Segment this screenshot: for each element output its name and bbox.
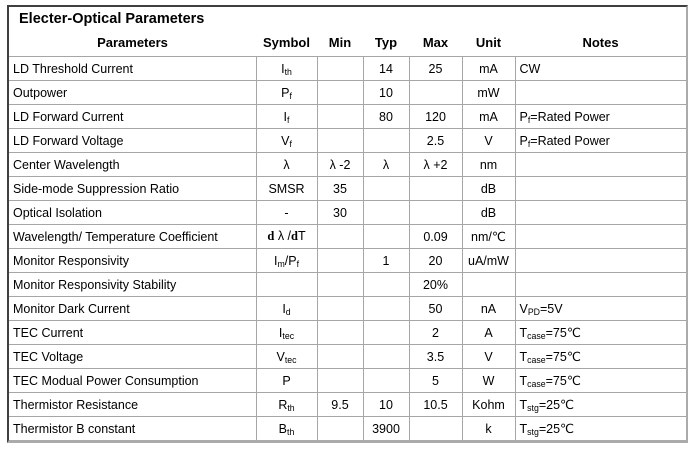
notes-cell xyxy=(515,249,686,273)
notes-cell xyxy=(515,81,686,105)
max-cell: 2 xyxy=(409,321,462,345)
notes-cell: $T_{case}=75℃$ xyxy=(515,369,686,393)
table-row xyxy=(9,393,686,417)
notes-cell: $T_{stg}=25℃$ xyxy=(515,417,686,441)
table-row xyxy=(9,201,686,225)
symbol-cell: $V_f$ xyxy=(256,129,317,153)
max-cell: 120 xyxy=(409,105,462,129)
unit-cell: A xyxy=(462,321,515,345)
typ-cell xyxy=(363,177,409,201)
param-cell: Side-mode Suppression Ratio xyxy=(9,177,256,201)
max-cell: 2.5 xyxy=(409,129,462,153)
unit-cell: dB xyxy=(462,201,515,225)
parameters-table xyxy=(9,29,686,440)
typ-cell: 3900 xyxy=(363,417,409,441)
min-cell xyxy=(317,369,363,393)
col-header-parameters: Parameters xyxy=(9,29,256,57)
table-row xyxy=(9,177,686,201)
unit-cell: nm/℃ xyxy=(462,225,515,249)
min-cell xyxy=(317,273,363,297)
min-cell: 9.5 xyxy=(317,393,363,417)
table-row xyxy=(9,57,686,81)
symbol-cell: λ xyxy=(256,153,317,177)
notes-cell: $P_f=Rated$ Power xyxy=(515,129,686,153)
table-row xyxy=(9,225,686,249)
param-cell: LD Forward Voltage xyxy=(9,129,256,153)
min-cell: 35 xyxy=(317,177,363,201)
notes-cell xyxy=(515,273,686,297)
param-cell: Optical Isolation xyxy=(9,201,256,225)
min-cell xyxy=(317,81,363,105)
table-row xyxy=(9,369,686,393)
param-cell: Wavelength/ Temperature Coefficient xyxy=(9,225,256,249)
symbol-cell xyxy=(256,273,317,297)
col-header-notes: Notes xyxy=(515,29,686,57)
spec-table-container xyxy=(7,5,688,443)
param-cell: LD Forward Current xyxy=(9,105,256,129)
symbol-cell: $I_m/P_f$ xyxy=(256,249,317,273)
table-row xyxy=(9,153,686,177)
symbol-cell: SMSR xyxy=(256,177,317,201)
min-cell xyxy=(317,417,363,441)
notes-cell xyxy=(515,153,686,177)
notes-cell: CW xyxy=(515,57,686,81)
notes-cell: $T_{case}=75℃$ xyxy=(515,321,686,345)
notes-cell: $P_f=Rated$ Power xyxy=(515,105,686,129)
typ-cell: 10 xyxy=(363,81,409,105)
max-cell: 3.5 xyxy=(409,345,462,369)
symbol-cell: d λ /dT xyxy=(256,225,317,249)
table-row xyxy=(9,129,686,153)
table-row xyxy=(9,249,686,273)
table-row xyxy=(9,105,686,129)
max-cell: 20 xyxy=(409,249,462,273)
typ-cell xyxy=(363,297,409,321)
symbol-cell: P xyxy=(256,369,317,393)
max-cell: 10.5 xyxy=(409,393,462,417)
max-cell: 25 xyxy=(409,57,462,81)
min-cell: 30 xyxy=(317,201,363,225)
param-cell: LD Threshold Current xyxy=(9,57,256,81)
unit-cell: V xyxy=(462,345,515,369)
param-cell: Monitor Responsivity xyxy=(9,249,256,273)
unit-cell: V xyxy=(462,129,515,153)
col-header-min: Min xyxy=(317,29,363,57)
typ-cell xyxy=(363,273,409,297)
symbol-cell: $I_f$ xyxy=(256,105,317,129)
min-cell xyxy=(317,225,363,249)
typ-cell xyxy=(363,369,409,393)
min-cell xyxy=(317,129,363,153)
unit-cell xyxy=(462,273,515,297)
param-cell: Thermistor Resistance xyxy=(9,393,256,417)
table-body xyxy=(9,57,686,441)
max-cell xyxy=(409,201,462,225)
symbol-cell: $I_d$ xyxy=(256,297,317,321)
param-cell: Monitor Responsivity Stability xyxy=(9,273,256,297)
notes-cell: $V_{PD}=5V$ xyxy=(515,297,686,321)
symbol-cell: $R_{th}$ xyxy=(256,393,317,417)
param-cell: Center Wavelength xyxy=(9,153,256,177)
param-cell: TEC Voltage xyxy=(9,345,256,369)
notes-cell xyxy=(515,177,686,201)
typ-cell xyxy=(363,201,409,225)
param-cell: Outpower xyxy=(9,81,256,105)
min-cell xyxy=(317,321,363,345)
table-row xyxy=(9,321,686,345)
unit-cell: mA xyxy=(462,57,515,81)
param-cell: TEC Current xyxy=(9,321,256,345)
symbol-cell: $P_f$ xyxy=(256,81,317,105)
min-cell xyxy=(317,249,363,273)
typ-cell: 10 xyxy=(363,393,409,417)
symbol-cell: $B_{th}$ xyxy=(256,417,317,441)
max-cell xyxy=(409,81,462,105)
unit-cell: uA/mW xyxy=(462,249,515,273)
unit-cell: mA xyxy=(462,105,515,129)
param-cell: Thermistor B constant xyxy=(9,417,256,441)
unit-cell: Kohm xyxy=(462,393,515,417)
max-cell: 5 xyxy=(409,369,462,393)
unit-cell: nA xyxy=(462,297,515,321)
min-cell: λ -2 xyxy=(317,153,363,177)
table-row xyxy=(9,297,686,321)
max-cell: 0.09 xyxy=(409,225,462,249)
table-row xyxy=(9,81,686,105)
unit-cell: mW xyxy=(462,81,515,105)
symbol-cell: - xyxy=(256,201,317,225)
min-cell xyxy=(317,105,363,129)
notes-cell: $T_{stg}=25℃$ xyxy=(515,393,686,417)
param-cell: Monitor Dark Current xyxy=(9,297,256,321)
col-header-max: Max xyxy=(409,29,462,57)
typ-cell xyxy=(363,129,409,153)
unit-cell: nm xyxy=(462,153,515,177)
max-cell xyxy=(409,417,462,441)
unit-cell: k xyxy=(462,417,515,441)
typ-cell: λ xyxy=(363,153,409,177)
typ-cell xyxy=(363,225,409,249)
max-cell: 20% xyxy=(409,273,462,297)
notes-cell xyxy=(515,225,686,249)
symbol-cell: $V_{tec}$ xyxy=(256,345,317,369)
typ-cell xyxy=(363,345,409,369)
max-cell: 50 xyxy=(409,297,462,321)
param-cell: TEC Modual Power Consumption xyxy=(9,369,256,393)
typ-cell: 1 xyxy=(363,249,409,273)
typ-cell xyxy=(363,321,409,345)
max-cell xyxy=(409,177,462,201)
typ-cell: 80 xyxy=(363,105,409,129)
unit-cell: dB xyxy=(462,177,515,201)
typ-cell: 14 xyxy=(363,57,409,81)
col-header-typ: Typ xyxy=(363,29,409,57)
header-row xyxy=(9,29,686,57)
table-title: Electer-Optical Parameters xyxy=(19,11,205,27)
col-header-symbol: Symbol xyxy=(256,29,317,57)
unit-cell: W xyxy=(462,369,515,393)
col-header-unit: Unit xyxy=(462,29,515,57)
min-cell xyxy=(317,345,363,369)
symbol-cell: $I_{tec}$ xyxy=(256,321,317,345)
table-row xyxy=(9,345,686,369)
min-cell xyxy=(317,297,363,321)
symbol-cell: $I_{th}$ xyxy=(256,57,317,81)
notes-cell xyxy=(515,201,686,225)
table-row xyxy=(9,273,686,297)
max-cell: λ +2 xyxy=(409,153,462,177)
notes-cell: $T_{case}=75℃$ xyxy=(515,345,686,369)
min-cell xyxy=(317,57,363,81)
table-row xyxy=(9,417,686,441)
